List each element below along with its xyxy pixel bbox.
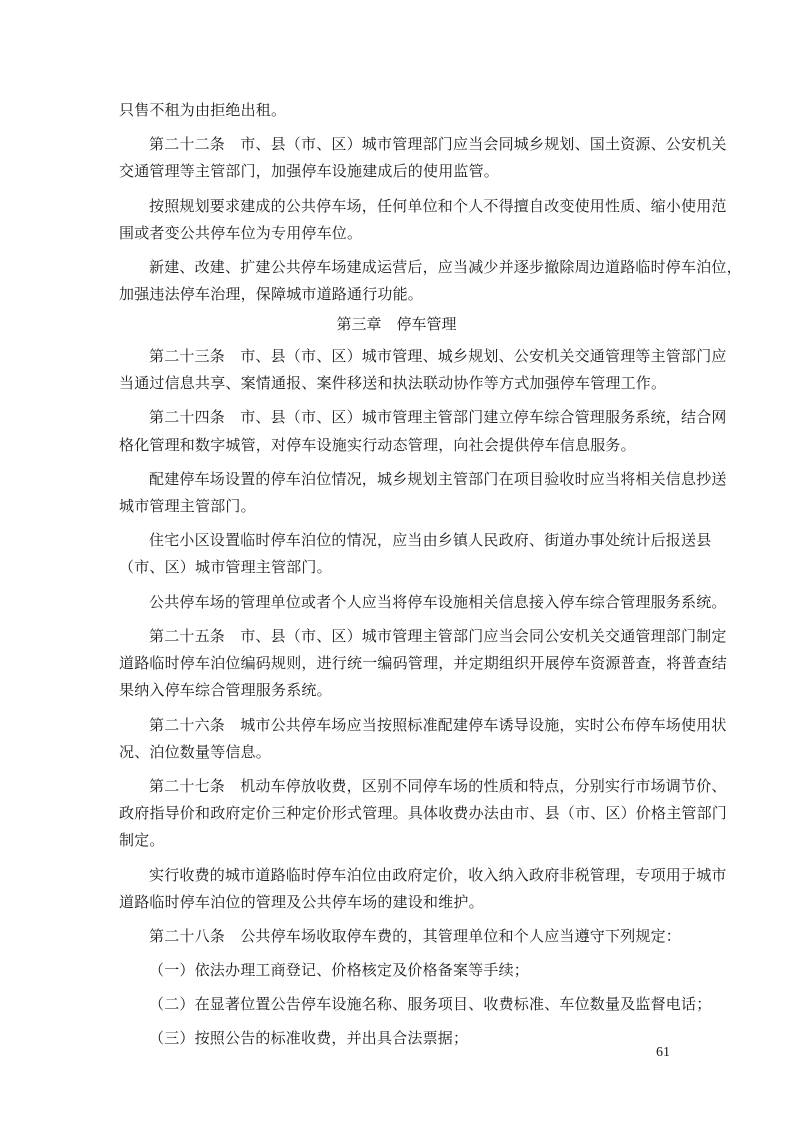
text-line: 况、泊位数量等信息。 bbox=[119, 743, 272, 761]
text-line: 道路临时停车泊位的管理及公共停车场的建设和维护。 bbox=[119, 893, 484, 911]
page-number: 61 bbox=[656, 1045, 670, 1060]
article-27-line: 第二十七条 机动车停放收费，区别不同停车场的性质和特点，分别实行市场调节价、 bbox=[149, 777, 727, 795]
text-line: 当通过信息共享、案情通报、案件移送和执法联动协作等方式加强停车管理工作。 bbox=[119, 374, 667, 392]
article-26-line: 第二十六条 城市公共停车场应当按照标准配建停车诱导设施，实时公布停车场使用状 bbox=[149, 716, 727, 734]
text-line: 制定。 bbox=[119, 831, 165, 849]
text-line: 加强违法停车治理，保障城市道路通行功能。 bbox=[119, 285, 424, 303]
article-25-line: 第二十五条 市、县（市、区）城市管理主管部门应当会同公安机关交通管理部门制定 bbox=[149, 627, 727, 645]
text-line: 按照规划要求建成的公共停车场，任何单位和个人不得擅自改变使用性质、缩小使用范 bbox=[149, 197, 727, 215]
text-line: 道路临时停车泊位编码规则，进行统一编码管理，并定期组织开展停车资源普查，将普查结 bbox=[119, 654, 728, 672]
text-line: 政府指导价和政府定价三种定价形式管理。具体收费办法由市、县（市、区）价格主管部门 bbox=[119, 804, 728, 822]
text-line: 围或者变公共停车位为专用停车位。 bbox=[119, 224, 363, 242]
text-line: 城市管理主管部门。 bbox=[119, 497, 256, 515]
text-line: 公共停车场的管理单位或者个人应当将停车设施相关信息接入停车综合管理服务系统。 bbox=[149, 593, 727, 611]
text-line: 只售不租为由拒绝出租。 bbox=[119, 101, 287, 119]
text-line: 配建停车场设置的停车泊位情况，城乡规划主管部门在项目验收时应当将相关信息抄送 bbox=[149, 470, 727, 488]
text-line: （市、区）城市管理主管部门。 bbox=[119, 558, 332, 576]
list-item: （二）在显著位置公告停车设施名称、服务项目、收费标准、车位数量及监督电话； bbox=[149, 995, 712, 1013]
text-line: 格化管理和数字城管，对停车设施实行动态管理，向社会提供停车信息服务。 bbox=[119, 436, 636, 454]
list-item: （三）按照公告的标准收费，并出具合法票据； bbox=[149, 1029, 469, 1047]
article-22-line: 第二十二条 市、县（市、区）城市管理部门应当会同城乡规划、国土资源、公安机关 bbox=[149, 135, 727, 153]
list-item: （一）依法办理工商登记、价格核定及价格备案等手续； bbox=[149, 961, 530, 979]
article-28-line: 第二十八条 公共停车场收取停车费的，其管理单位和个人应当遵守下列规定： bbox=[149, 927, 682, 945]
article-24-line: 第二十四条 市、县（市、区）城市管理主管部门建立停车综合管理服务系统，结合网 bbox=[149, 408, 727, 426]
text-line: 新建、改建、扩建公共停车场建成运营后，应当减少并逐步撤除周边道路临时停车泊位， bbox=[149, 258, 742, 276]
article-23-line: 第二十三条 市、县（市、区）城市管理、城乡规划、公安机关交通管理等主管部门应 bbox=[149, 347, 727, 365]
text-line: 住宅小区设置临时停车泊位的情况，应当由乡镇人民政府、街道办事处统计后报送县 bbox=[149, 531, 712, 549]
text-line: 果纳入停车综合管理服务系统。 bbox=[119, 681, 332, 699]
text-line: 实行收费的城市道路临时停车泊位由政府定价，收入纳入政府非税管理，专项用于城市 bbox=[149, 866, 727, 884]
text-line: 交通管理等主管部门，加强停车设施建成后的使用监管。 bbox=[119, 162, 500, 180]
chapter-heading: 第三章 停车管理 bbox=[336, 315, 457, 333]
